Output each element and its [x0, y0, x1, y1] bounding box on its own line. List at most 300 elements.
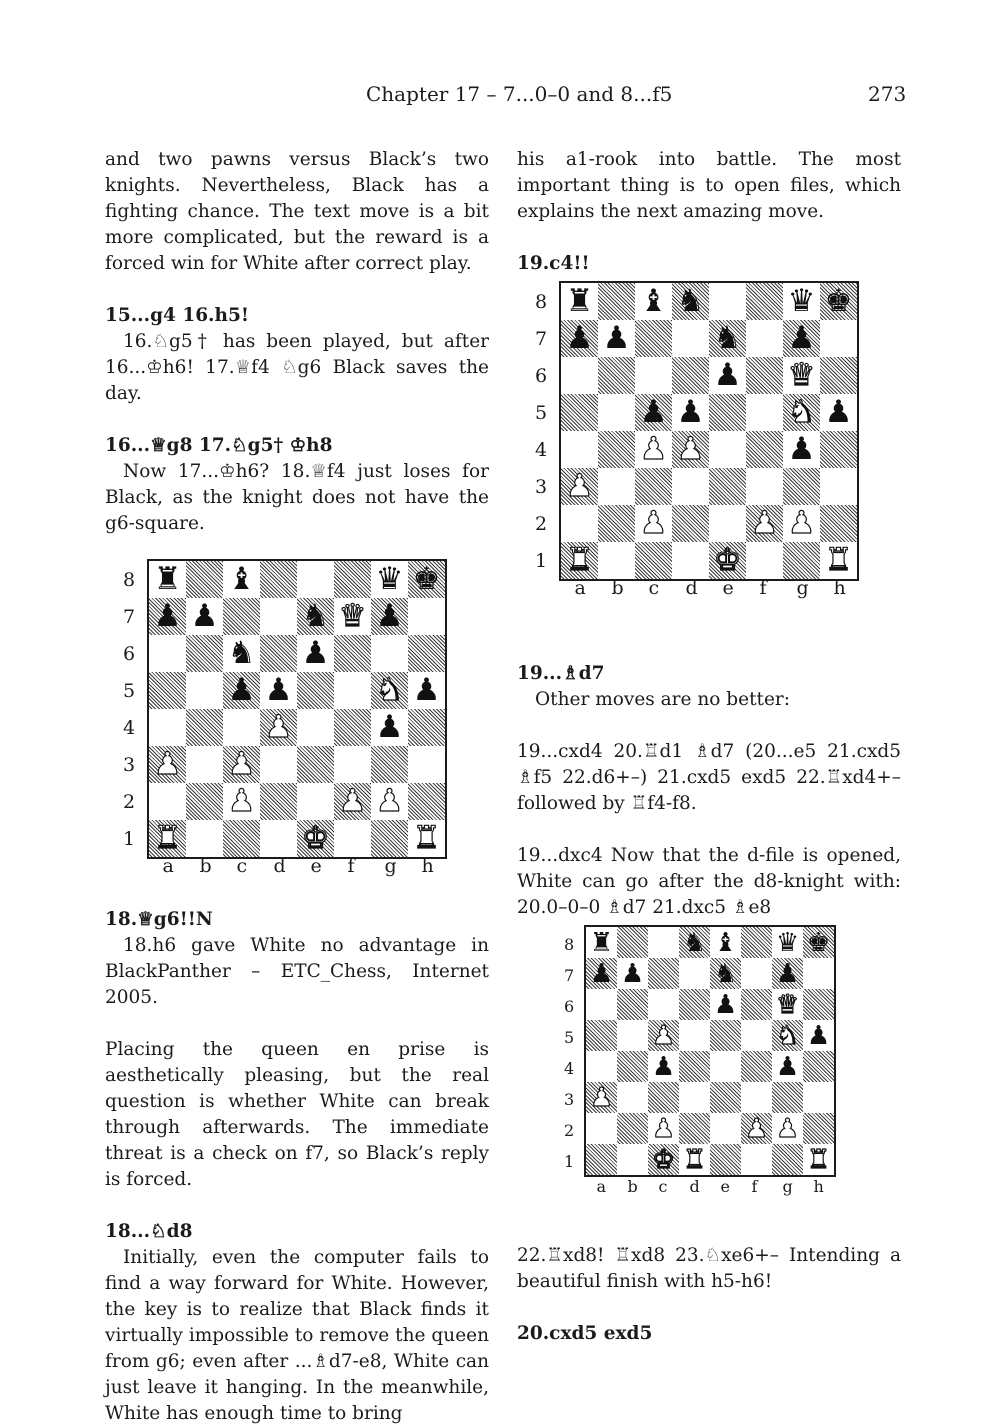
rank-label: 2 — [535, 513, 548, 535]
file-label: b — [199, 855, 212, 877]
square-b1 — [186, 820, 223, 857]
square-b3 — [186, 746, 223, 783]
black-knight-icon: ♞ — [301, 598, 330, 634]
square-a4 — [561, 431, 598, 468]
rank-label: 8 — [564, 934, 575, 954]
square-c1 — [635, 542, 672, 579]
square-e1 — [709, 542, 746, 579]
square-d2 — [679, 1113, 710, 1144]
file-label: a — [574, 577, 586, 599]
file-label: b — [627, 1177, 638, 1196]
square-f5 — [334, 672, 371, 709]
square-b8 — [186, 561, 223, 598]
square-g7 — [783, 320, 820, 357]
square-d5 — [672, 394, 709, 431]
square-c5 — [635, 394, 672, 431]
square-d4 — [260, 709, 297, 746]
paragraph: Now 17...♔h6? 18.♕f4 just loses for Black, as the knight does not have the g6-square. — [105, 461, 489, 534]
square-f1 — [746, 542, 783, 579]
black-queen-icon: ♛ — [775, 927, 800, 958]
square-b5 — [598, 394, 635, 431]
square-b2 — [617, 1113, 648, 1144]
square-e8 — [709, 283, 746, 320]
square-c7 — [648, 958, 679, 989]
square-c2 — [635, 505, 672, 542]
black-pawn-icon: ♟ — [301, 635, 330, 671]
square-c3 — [648, 1082, 679, 1113]
square-e6 — [709, 357, 746, 394]
paragraph: 22.♖xd8! ♖xd8 23.♘xe6+– Intending a beautiful finish with h5-h6! — [517, 1245, 901, 1292]
square-c2 — [648, 1113, 679, 1144]
square-f5 — [746, 394, 783, 431]
move-heading: 16...♕g8 17.♘g5† ♔h8 — [105, 435, 333, 456]
white-rook-icon: ♜ — [682, 1144, 707, 1175]
white-pawn-icon: ♟ — [589, 1082, 614, 1113]
square-e5 — [710, 1020, 741, 1051]
white-queen-icon: ♛ — [787, 357, 816, 393]
square-d8 — [672, 283, 709, 320]
file-label: a — [162, 855, 174, 877]
file-label: d — [685, 577, 698, 599]
square-e4 — [709, 431, 746, 468]
rank-label: 4 — [123, 717, 136, 739]
white-knight-icon: ♞ — [375, 672, 404, 708]
chess-diagram — [517, 277, 901, 661]
square-b6 — [598, 357, 635, 394]
square-c8 — [635, 283, 672, 320]
square-f3 — [746, 468, 783, 505]
rank-label: 6 — [535, 365, 548, 387]
square-b4 — [186, 709, 223, 746]
move-heading: 15...g4 16.h5! — [105, 305, 249, 326]
square-a8 — [586, 927, 617, 958]
square-c4 — [648, 1051, 679, 1082]
square-b8 — [617, 927, 648, 958]
black-rook-icon: ♜ — [565, 283, 594, 319]
square-a8 — [561, 283, 598, 320]
square-d6 — [260, 635, 297, 672]
move-heading: 18...♘d8 — [105, 1221, 193, 1242]
square-b7 — [186, 598, 223, 635]
square-g4 — [783, 431, 820, 468]
white-rook-icon: ♜ — [153, 820, 182, 856]
square-c2 — [223, 783, 260, 820]
black-queen-icon: ♛ — [787, 283, 816, 319]
chess-board — [147, 559, 447, 859]
square-d7 — [679, 958, 710, 989]
rank-label: 6 — [123, 643, 136, 665]
square-f4 — [334, 709, 371, 746]
chapter-title: Chapter 17 – 7...0–0 and 8...f5 — [366, 82, 673, 106]
square-e8 — [710, 927, 741, 958]
square-a4 — [149, 709, 186, 746]
square-h3 — [803, 1082, 834, 1113]
square-h4 — [803, 1051, 834, 1082]
square-c8 — [223, 561, 260, 598]
square-d2 — [260, 783, 297, 820]
square-b7 — [617, 958, 648, 989]
file-label: g — [796, 577, 809, 599]
square-c6 — [635, 357, 672, 394]
white-pawn-icon: ♟ — [750, 505, 779, 541]
white-pawn-icon: ♟ — [775, 1113, 800, 1144]
black-rook-icon: ♜ — [589, 927, 614, 958]
file-label: c — [648, 577, 660, 599]
square-c5 — [648, 1020, 679, 1051]
square-d1 — [672, 542, 709, 579]
white-rook-icon: ♜ — [412, 820, 441, 856]
square-a5 — [561, 394, 598, 431]
black-king-icon: ♚ — [806, 927, 831, 958]
black-pawn-icon: ♟ — [190, 598, 219, 634]
square-f1 — [741, 1144, 772, 1175]
square-a3 — [149, 746, 186, 783]
square-a2 — [561, 505, 598, 542]
file-label: h — [833, 577, 846, 599]
move-heading: 20.cxd5 exd5 — [517, 1323, 653, 1344]
white-king-icon: ♚ — [301, 820, 330, 856]
square-h6 — [803, 989, 834, 1020]
black-pawn-icon: ♟ — [565, 320, 594, 356]
move-heading: 19...♗d7 — [517, 663, 605, 684]
white-pawn-icon: ♟ — [153, 746, 182, 782]
square-a3 — [561, 468, 598, 505]
square-g2 — [772, 1113, 803, 1144]
square-g1 — [783, 542, 820, 579]
rank-label: 7 — [123, 606, 136, 628]
square-b2 — [598, 505, 635, 542]
square-d2 — [672, 505, 709, 542]
file-label: f — [751, 1177, 758, 1196]
square-e7 — [710, 958, 741, 989]
square-e2 — [709, 505, 746, 542]
square-c6 — [223, 635, 260, 672]
white-pawn-icon: ♟ — [787, 505, 816, 541]
white-pawn-icon: ♟ — [639, 431, 668, 467]
square-f4 — [746, 431, 783, 468]
square-e6 — [297, 635, 334, 672]
running-header — [0, 80, 1000, 110]
square-e7 — [709, 320, 746, 357]
file-label: f — [347, 855, 355, 877]
square-f3 — [741, 1082, 772, 1113]
black-knight-icon: ♞ — [713, 320, 742, 356]
square-h4 — [820, 431, 857, 468]
rank-label: 5 — [564, 1027, 575, 1047]
file-label: e — [720, 1177, 730, 1196]
rank-label: 8 — [535, 291, 548, 313]
white-rook-icon: ♜ — [806, 1144, 831, 1175]
square-e6 — [710, 989, 741, 1020]
square-h1 — [820, 542, 857, 579]
file-label: d — [689, 1177, 700, 1196]
black-pawn-icon: ♟ — [787, 431, 816, 467]
black-pawn-icon: ♟ — [639, 394, 668, 430]
page-number: 273 — [868, 82, 907, 106]
paragraph: Other moves are no better: — [535, 689, 790, 710]
square-d8 — [679, 927, 710, 958]
rank-label: 5 — [535, 402, 548, 424]
square-h5 — [408, 672, 445, 709]
square-a5 — [149, 672, 186, 709]
file-label: c — [236, 855, 248, 877]
white-pawn-icon: ♟ — [651, 1113, 676, 1144]
black-pawn-icon: ♟ — [713, 357, 742, 393]
black-knight-icon: ♞ — [227, 635, 256, 671]
square-c5 — [223, 672, 260, 709]
square-f8 — [334, 561, 371, 598]
white-queen-icon: ♛ — [338, 598, 367, 634]
move-heading: 18.♕g6!!N — [105, 909, 213, 930]
file-label: g — [782, 1177, 793, 1196]
white-rook-icon: ♜ — [565, 542, 594, 578]
square-c3 — [635, 468, 672, 505]
file-label: d — [273, 855, 286, 877]
square-a5 — [586, 1020, 617, 1051]
square-b7 — [598, 320, 635, 357]
black-king-icon: ♚ — [824, 283, 853, 319]
chess-board — [559, 281, 859, 581]
chess-diagram — [105, 537, 489, 907]
black-pawn-icon: ♟ — [676, 394, 705, 430]
rank-label: 7 — [564, 965, 575, 985]
black-bishop-icon: ♝ — [227, 561, 256, 597]
square-f6 — [746, 357, 783, 394]
white-king-icon: ♚ — [713, 542, 742, 578]
square-g7 — [371, 598, 408, 635]
rank-label: 3 — [123, 754, 136, 776]
square-h6 — [408, 635, 445, 672]
square-a6 — [149, 635, 186, 672]
square-g3 — [783, 468, 820, 505]
square-h3 — [408, 746, 445, 783]
square-e1 — [297, 820, 334, 857]
square-h3 — [820, 468, 857, 505]
black-pawn-icon: ♟ — [375, 709, 404, 745]
square-h2 — [408, 783, 445, 820]
square-c8 — [648, 927, 679, 958]
square-b5 — [186, 672, 223, 709]
square-f2 — [741, 1113, 772, 1144]
paragraph: 19...cxd4 20.♖d1 ♗d7 (20...e5 21.cxd5 ♗f5 22.d6+–) 21.cxd5 exd5 22.♖xd4+– followed by ♖f4-f8. — [517, 741, 901, 814]
black-pawn-icon: ♟ — [589, 958, 614, 989]
square-e3 — [709, 468, 746, 505]
black-knight-icon: ♞ — [713, 958, 738, 989]
square-a3 — [586, 1082, 617, 1113]
square-e3 — [297, 746, 334, 783]
square-g5 — [783, 394, 820, 431]
rank-label: 1 — [535, 550, 548, 572]
square-g6 — [371, 635, 408, 672]
square-a1 — [561, 542, 598, 579]
square-h1 — [803, 1144, 834, 1175]
square-g3 — [371, 746, 408, 783]
square-e2 — [297, 783, 334, 820]
black-king-icon: ♚ — [412, 561, 441, 597]
black-knight-icon: ♞ — [682, 927, 707, 958]
square-f3 — [334, 746, 371, 783]
black-pawn-icon: ♟ — [775, 1051, 800, 1082]
square-h5 — [803, 1020, 834, 1051]
square-f2 — [334, 783, 371, 820]
square-g1 — [371, 820, 408, 857]
square-h7 — [803, 958, 834, 989]
white-rook-icon: ♜ — [824, 542, 853, 578]
square-h6 — [820, 357, 857, 394]
rank-label: 6 — [564, 996, 575, 1016]
square-g5 — [772, 1020, 803, 1051]
rank-label: 2 — [123, 791, 136, 813]
white-pawn-icon: ♟ — [375, 783, 404, 819]
square-e7 — [297, 598, 334, 635]
black-pawn-icon: ♟ — [264, 672, 293, 708]
square-c4 — [635, 431, 672, 468]
paragraph: 19...dxc4 Now that the d-file is opened, White can go after the d8-knight with: 20.0–0–0 ♗d7 21.dxc5 ♗e8 — [517, 845, 901, 918]
file-label: c — [658, 1177, 668, 1196]
square-c4 — [223, 709, 260, 746]
black-rook-icon: ♜ — [153, 561, 182, 597]
square-a1 — [586, 1144, 617, 1175]
black-bishop-icon: ♝ — [713, 927, 738, 958]
square-h7 — [408, 598, 445, 635]
square-b6 — [617, 989, 648, 1020]
square-a8 — [149, 561, 186, 598]
square-g4 — [371, 709, 408, 746]
white-pawn-icon: ♟ — [744, 1113, 769, 1144]
square-e4 — [710, 1051, 741, 1082]
rank-label: 2 — [564, 1120, 575, 1140]
rank-label: 1 — [564, 1151, 575, 1171]
square-h4 — [408, 709, 445, 746]
square-b3 — [598, 468, 635, 505]
rank-label: 4 — [564, 1058, 575, 1078]
white-knight-icon: ♞ — [775, 1020, 800, 1051]
square-d3 — [260, 746, 297, 783]
square-f7 — [334, 598, 371, 635]
square-a7 — [561, 320, 598, 357]
square-d3 — [679, 1082, 710, 1113]
black-pawn-icon: ♟ — [375, 598, 404, 634]
rank-label: 3 — [564, 1089, 575, 1109]
square-f1 — [334, 820, 371, 857]
white-pawn-icon: ♟ — [227, 746, 256, 782]
square-b8 — [598, 283, 635, 320]
square-d6 — [672, 357, 709, 394]
square-f7 — [741, 958, 772, 989]
file-label: g — [384, 855, 397, 877]
black-pawn-icon: ♟ — [227, 672, 256, 708]
square-b1 — [598, 542, 635, 579]
black-pawn-icon: ♟ — [775, 958, 800, 989]
square-b2 — [186, 783, 223, 820]
square-e5 — [709, 394, 746, 431]
paragraph: Initially, even the computer fails to find a way forward for White. However, the key is to realize that Black finds it virtually impossible to remove the queen from g6; even after ...♗d7-e8, White can just leave it hanging. In the meanwhile, White has enough time to bring — [105, 1247, 489, 1424]
chess-diagram — [517, 921, 901, 1243]
rank-label: 1 — [123, 828, 136, 850]
square-e2 — [710, 1113, 741, 1144]
square-e5 — [297, 672, 334, 709]
square-g2 — [783, 505, 820, 542]
square-a6 — [561, 357, 598, 394]
square-c1 — [223, 820, 260, 857]
black-pawn-icon: ♟ — [620, 958, 645, 989]
square-f2 — [746, 505, 783, 542]
paragraph: Placing the queen en prise is aesthetically pleasing, but the real question is whether White can break through afterwards. The immediate threat is a check on f7, so Black’s reply is forced. — [105, 1039, 489, 1190]
square-a2 — [149, 783, 186, 820]
move-heading: 19.c4!! — [517, 253, 590, 274]
rank-label: 3 — [535, 476, 548, 498]
left-column — [105, 147, 489, 1427]
black-pawn-icon: ♟ — [787, 320, 816, 356]
white-pawn-icon: ♟ — [338, 783, 367, 819]
black-pawn-icon: ♟ — [824, 394, 853, 430]
square-c3 — [223, 746, 260, 783]
square-g2 — [371, 783, 408, 820]
white-pawn-icon: ♟ — [227, 783, 256, 819]
white-queen-icon: ♛ — [775, 989, 800, 1020]
file-label: f — [759, 577, 767, 599]
file-label: h — [421, 855, 434, 877]
black-queen-icon: ♛ — [375, 561, 404, 597]
square-b4 — [617, 1051, 648, 1082]
square-d3 — [672, 468, 709, 505]
paragraph: 16.♘g5† has been played, but after 16...♔h6! 17.♕f4 ♘g6 Black saves the day. — [105, 331, 489, 404]
paragraph: his a1-rook into battle. The most important thing is to open files, which explains the next amazing move. — [517, 149, 901, 222]
square-f4 — [741, 1051, 772, 1082]
square-d6 — [679, 989, 710, 1020]
square-g8 — [783, 283, 820, 320]
file-label: b — [611, 577, 624, 599]
black-pawn-icon: ♟ — [153, 598, 182, 634]
square-b6 — [186, 635, 223, 672]
square-d4 — [672, 431, 709, 468]
square-h7 — [820, 320, 857, 357]
square-b4 — [598, 431, 635, 468]
square-e8 — [297, 561, 334, 598]
square-a7 — [586, 958, 617, 989]
square-d1 — [260, 820, 297, 857]
square-f5 — [741, 1020, 772, 1051]
square-f8 — [746, 283, 783, 320]
white-pawn-icon: ♟ — [264, 709, 293, 745]
square-c7 — [223, 598, 260, 635]
square-g5 — [371, 672, 408, 709]
square-h8 — [803, 927, 834, 958]
black-bishop-icon: ♝ — [639, 283, 668, 319]
square-g3 — [772, 1082, 803, 1113]
black-pawn-icon: ♟ — [713, 989, 738, 1020]
black-pawn-icon: ♟ — [602, 320, 631, 356]
square-d1 — [679, 1144, 710, 1175]
file-label: e — [722, 577, 734, 599]
square-e1 — [710, 1144, 741, 1175]
square-e4 — [297, 709, 334, 746]
square-h8 — [408, 561, 445, 598]
square-g7 — [772, 958, 803, 989]
file-label: e — [310, 855, 322, 877]
white-king-icon: ♚ — [651, 1144, 676, 1175]
square-a1 — [149, 820, 186, 857]
square-d8 — [260, 561, 297, 598]
rank-label: 4 — [535, 439, 548, 461]
black-pawn-icon: ♟ — [806, 1020, 831, 1051]
white-pawn-icon: ♟ — [639, 505, 668, 541]
square-g6 — [783, 357, 820, 394]
square-f7 — [746, 320, 783, 357]
square-e3 — [710, 1082, 741, 1113]
file-label: h — [813, 1177, 824, 1196]
square-c1 — [648, 1144, 679, 1175]
